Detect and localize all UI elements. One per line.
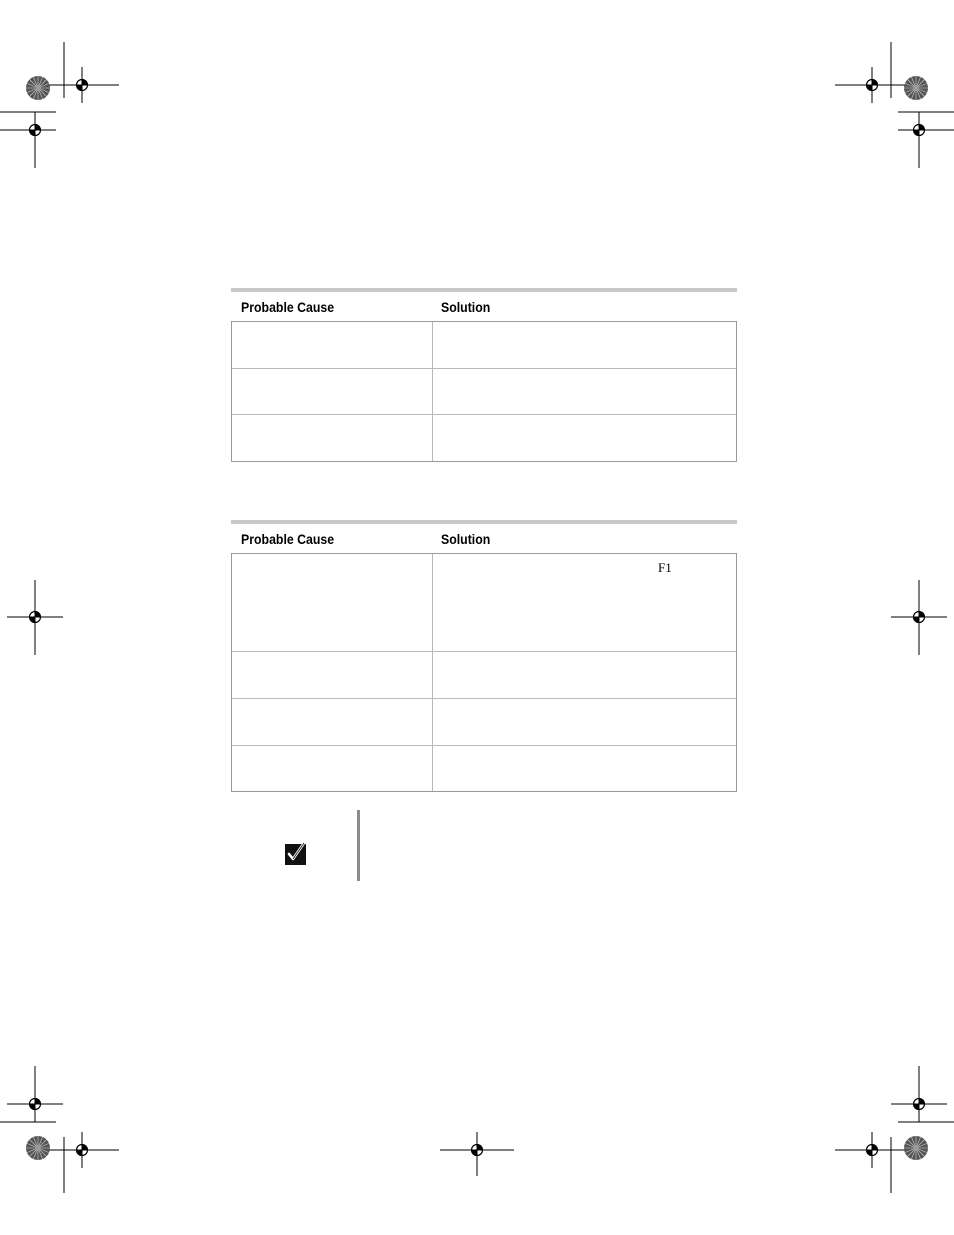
troubleshooting-table-1 [231,288,737,462]
table-row [232,322,736,368]
troubleshooting-table-2 [231,520,737,792]
table-body [231,553,737,792]
table-row [232,414,736,461]
header-solution: Solution [441,531,491,547]
table-row [232,745,736,791]
table-row [232,554,736,651]
header-solution: Solution [441,299,491,315]
checkmark-icon [284,842,308,866]
header-probable-cause: Probable Cause [241,531,335,547]
f1-key-label: F1 [658,560,672,575]
header-probable-cause: Probable Cause [241,299,335,315]
table-header [231,292,737,321]
table-header [231,524,737,553]
table-row [232,368,736,414]
table-body [231,321,737,462]
note-side-rule [357,810,360,881]
table-row [232,698,736,745]
table-row [232,651,736,698]
